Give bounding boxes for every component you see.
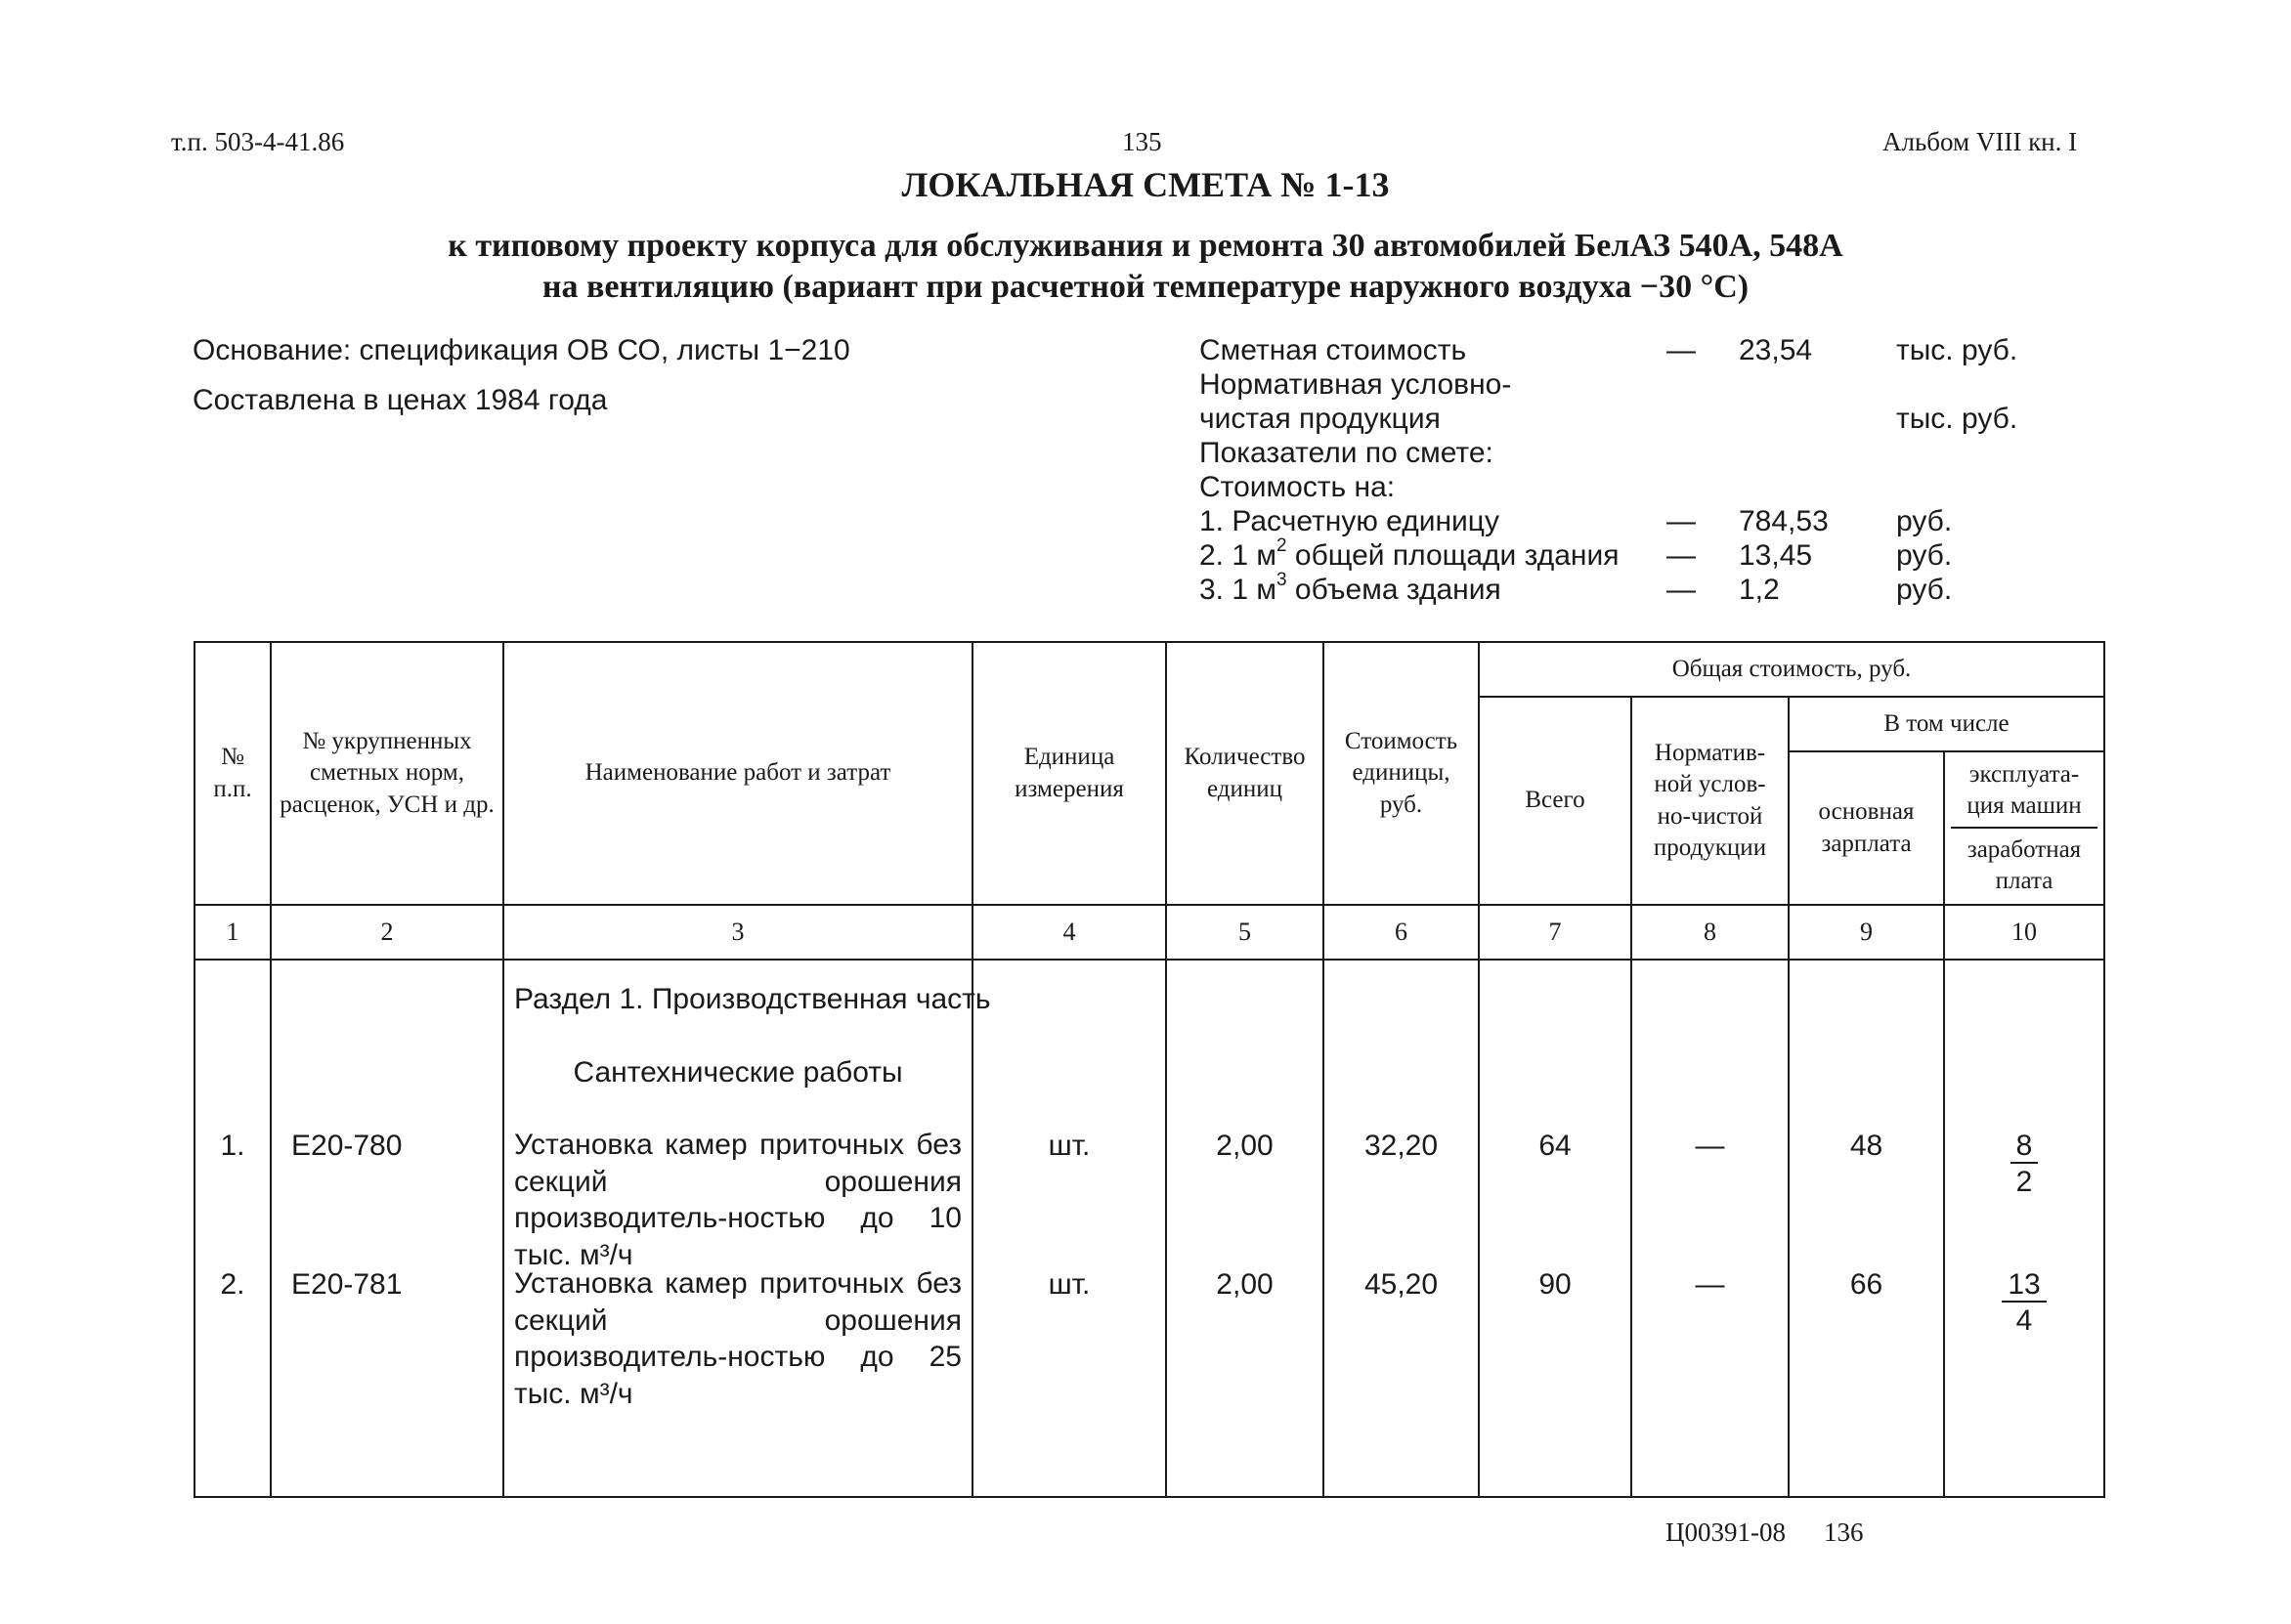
row-1-unit-cost: 32,20 bbox=[1363, 1130, 1439, 1162]
header-col-7: Всего bbox=[1479, 697, 1631, 905]
row-2-machines: 13 bbox=[2002, 1268, 2046, 1303]
body-col-qty bbox=[1166, 960, 1323, 1497]
indicator-1-unit: руб. bbox=[1896, 505, 1953, 537]
row-1-salary: 48 bbox=[1849, 1130, 1883, 1162]
row-2-code: Е20-781 bbox=[291, 1268, 403, 1301]
header-col-10-top: эксплуата-ция машин bbox=[1951, 759, 2097, 829]
header-incl-group: В том числе bbox=[1789, 697, 2104, 751]
indicator-3-label-pre: 3. 1 м bbox=[1199, 574, 1276, 606]
indicator-3-value: 1,2 bbox=[1739, 574, 1780, 606]
indicator-2-sup: 2 bbox=[1276, 535, 1287, 556]
column-number: 2 bbox=[271, 905, 503, 960]
page-number: 135 bbox=[1122, 127, 1162, 156]
header-col-3: Наименование работ и затрат bbox=[503, 642, 973, 905]
row-1-machines: 8 bbox=[2010, 1130, 2039, 1164]
indicator-2-unit: руб. bbox=[1896, 539, 1953, 572]
estimated-cost-value: 23,54 bbox=[1739, 334, 1813, 366]
row-1-total: 64 bbox=[1538, 1130, 1572, 1162]
normative-label-2: чистая продукция bbox=[1199, 403, 1441, 435]
row-2-machines-fraction bbox=[1945, 1265, 2103, 1339]
footer-page: 136 bbox=[1824, 1517, 1864, 1547]
column-number: 7 bbox=[1479, 905, 1631, 960]
cost-on-label: Стоимость на: bbox=[1199, 471, 1396, 503]
row-2-normative: — bbox=[1695, 1268, 1725, 1301]
row-1-qty: 2,00 bbox=[1216, 1130, 1274, 1162]
header-total-group: Общая стоимость, руб. bbox=[1479, 642, 2104, 697]
normative-label-1: Нормативная условно- bbox=[1199, 368, 1512, 401]
column-number: 8 bbox=[1631, 905, 1789, 960]
estimated-cost-label: Сметная стоимость bbox=[1199, 334, 1467, 366]
normative-unit: тыс. руб. bbox=[1896, 403, 2018, 435]
footer-code: Ц00391-08 bbox=[1665, 1517, 1786, 1547]
table-body bbox=[195, 960, 2104, 1497]
header-col-10-bottom: заработная плата bbox=[1967, 835, 2082, 894]
body-col-salary bbox=[1789, 960, 1944, 1497]
estimate-table bbox=[194, 641, 2105, 1498]
indicator-3-unit: руб. bbox=[1896, 574, 1953, 606]
estimated-cost-unit: тыс. руб. bbox=[1896, 334, 2018, 366]
header-col-8: Норматив-ной услов-но-чистой продукции bbox=[1631, 697, 1789, 905]
row-1-code: Е20-780 bbox=[291, 1130, 403, 1162]
column-number: 5 bbox=[1166, 905, 1323, 960]
row-1-name: Установка камер приточных без секций орошения производитель-ностью до 10 тыс. м³/ч bbox=[514, 1129, 962, 1271]
column-number: 4 bbox=[973, 905, 1166, 960]
body-col-code bbox=[271, 960, 503, 1497]
row-1-num: 1. bbox=[220, 1130, 245, 1162]
indicator-3-label bbox=[1199, 570, 1501, 607]
project-code: т.п. 503-4-41.86 bbox=[171, 127, 345, 156]
column-number: 1 bbox=[195, 905, 271, 960]
column-number: 9 bbox=[1789, 905, 1944, 960]
indicator-1-dash: — bbox=[1666, 505, 1696, 537]
header-col-5: Количество единиц bbox=[1166, 642, 1323, 905]
row-2-machines-salary: 4 bbox=[2015, 1304, 2033, 1337]
body-col-normative bbox=[1631, 960, 1789, 1497]
row-2-qty: 2,00 bbox=[1216, 1268, 1274, 1301]
row-2-name: Установка камер приточных без секций орошения производитель-ностью до 25 тыс. м³/ч bbox=[514, 1267, 962, 1410]
header-col-9: основная зарплата bbox=[1789, 751, 1944, 905]
indicator-2-label-post: общей площади здания bbox=[1286, 539, 1620, 572]
row-2-total: 90 bbox=[1538, 1268, 1572, 1301]
header-col-6: Стоимость единицы, руб. bbox=[1323, 642, 1479, 905]
indicator-3-label-post: объема здания bbox=[1286, 574, 1501, 606]
indicator-2-label bbox=[1199, 535, 1620, 573]
column-number: 10 bbox=[1944, 905, 2104, 960]
header-col-1: № п.п. bbox=[195, 642, 271, 905]
indicator-3-dash: — bbox=[1666, 574, 1696, 606]
estimate-subtitle-line2: на вентиляцию (вариант при расчетной температуре наружного воздуха −30 °С) bbox=[541, 269, 1750, 305]
indicator-2-value: 13,45 bbox=[1739, 539, 1813, 572]
row-2-unit: шт. bbox=[1048, 1268, 1091, 1301]
estimate-title: ЛОКАЛЬНАЯ СМЕТА № 1-13 bbox=[901, 165, 1390, 204]
body-col-total bbox=[1479, 960, 1631, 1497]
row-2-num: 2. bbox=[220, 1268, 245, 1301]
estimate-subtitle-line1: к типовому проекту корпуса для обслуживания и ремонта 30 автомобилей БелАЗ 540А, 548А bbox=[448, 228, 1843, 264]
header-col-10 bbox=[1944, 751, 2104, 905]
indicator-2-dash: — bbox=[1666, 539, 1696, 572]
row-2-salary: 66 bbox=[1849, 1268, 1883, 1301]
estimated-cost-dash: — bbox=[1666, 334, 1696, 366]
body-col-unit bbox=[973, 960, 1166, 1497]
body-col-machines bbox=[1944, 960, 2104, 1497]
indicator-1-label: 1. Расчетную единицу bbox=[1199, 505, 1499, 537]
prices-text: Составлена в ценах 1984 года bbox=[193, 384, 608, 416]
basis-text: Основание: спецификация ОВ СО, листы 1−210 bbox=[193, 334, 850, 366]
indicator-2-label-pre: 2. 1 м bbox=[1199, 539, 1276, 572]
column-number: 3 bbox=[503, 905, 973, 960]
row-2-unit-cost: 45,20 bbox=[1363, 1268, 1439, 1301]
album-label: Альбом VIII кн. I bbox=[1882, 127, 2078, 156]
indicator-1-value: 784,53 bbox=[1739, 505, 1829, 537]
header-col-2: № укрупненных сметных норм, расценок, УСН и др. bbox=[271, 642, 503, 905]
column-number: 6 bbox=[1323, 905, 1479, 960]
indicator-3-sup: 3 bbox=[1276, 570, 1287, 590]
body-col-num bbox=[195, 960, 271, 1497]
row-1-machines-salary: 2 bbox=[2015, 1166, 2033, 1198]
row-1-unit: шт. bbox=[1048, 1130, 1091, 1162]
body-col-unit-cost bbox=[1323, 960, 1479, 1497]
subsection-title: Сантехнические работы bbox=[573, 1056, 903, 1089]
row-1-machines-fraction bbox=[1945, 1127, 2103, 1200]
indicators-label: Показатели по смете: bbox=[1199, 437, 1493, 469]
header-col-4: Единица измерения bbox=[973, 642, 1166, 905]
body-col-name bbox=[503, 960, 991, 1497]
section-title: Раздел 1. Производственная часть bbox=[514, 983, 991, 1015]
row-1-normative: — bbox=[1695, 1130, 1725, 1162]
